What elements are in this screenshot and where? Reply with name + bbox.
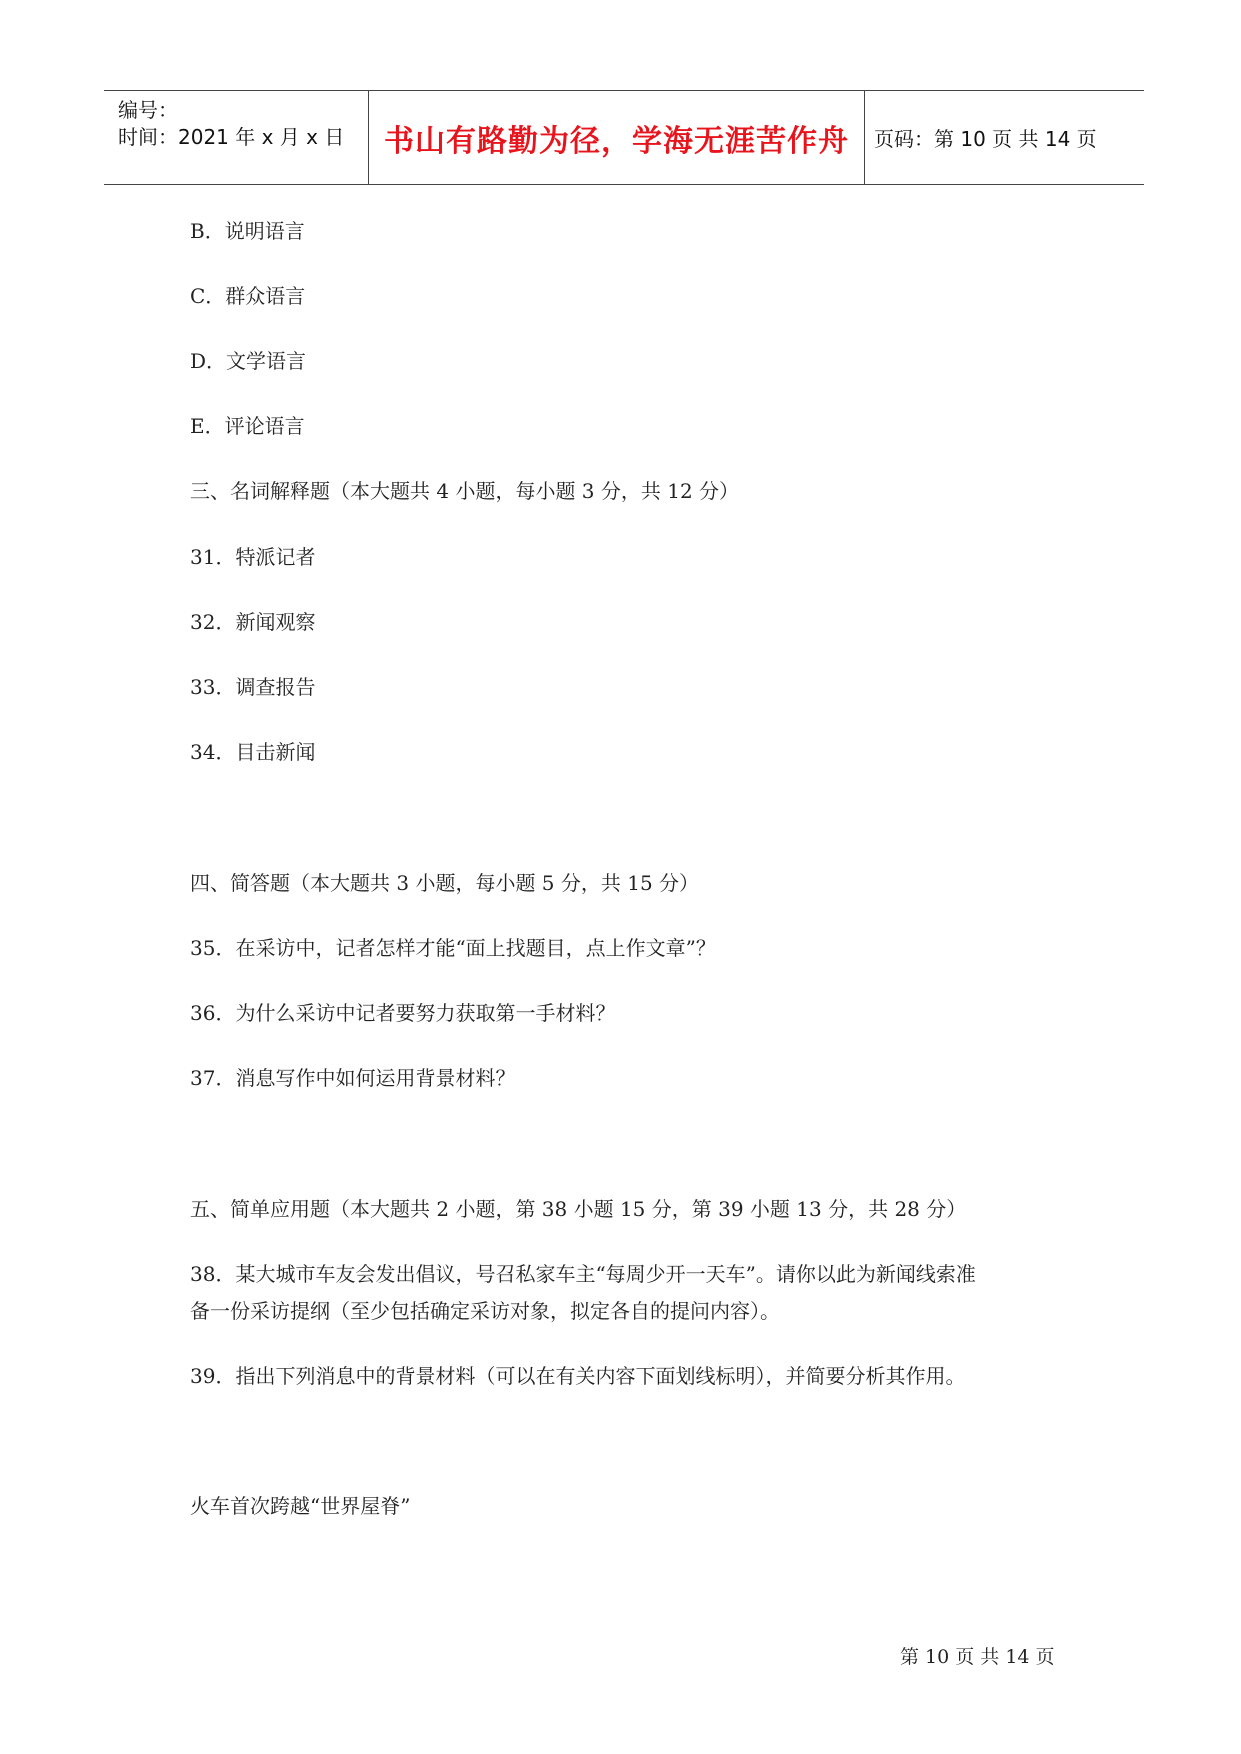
- question-37: 37．消息写作中如何运用背景材料？: [190, 1066, 516, 1090]
- question-39: 39．指出下列消息中的背景材料（可以在有关内容下面划线标明），并简要分析其作用。: [190, 1364, 966, 1388]
- question-34: 34．目击新闻: [190, 740, 316, 764]
- document-number-label: 编号：: [118, 98, 178, 122]
- question-32: 32．新闻观察: [190, 610, 316, 634]
- page-footer: 第 10 页 共 14 页: [900, 1646, 1055, 1668]
- question-38-line-1: 38．某大城市车友会发出倡议，号召私家车主“每周少开一天车”。请你以此为新闻线索准: [190, 1262, 976, 1286]
- header-motto: 书山有路勤为径，学海无涯苦作舟: [369, 91, 865, 184]
- news-headline: 火车首次跨越“世界屋脊”: [190, 1494, 411, 1518]
- question-31: 31．特派记者: [190, 545, 316, 569]
- section-5-heading: 五、简单应用题（本大题共 2 小题，第 38 小题 15 分，第 39 小题 13 分，共 28 分）: [190, 1197, 967, 1221]
- option-d: D．文学语言: [190, 349, 307, 373]
- option-b: B．说明语言: [190, 219, 305, 243]
- option-c: C．群众语言: [190, 284, 306, 308]
- section-4-heading: 四、简答题（本大题共 3 小题，每小题 5 分，共 15 分）: [190, 871, 700, 895]
- question-33: 33．调查报告: [190, 675, 316, 699]
- header-page-code: 页码：第 10 页 共 14 页: [874, 127, 1097, 151]
- question-36: 36．为什么采访中记者要努力获取第一手材料？: [190, 1001, 616, 1025]
- section-3-heading: 三、名词解释题（本大题共 4 小题，每小题 3 分，共 12 分）: [190, 479, 740, 503]
- question-35: 35．在采访中，记者怎样才能“面上找题目，点上作文章”？: [190, 936, 716, 960]
- question-38-line-2: 备一份采访提纲（至少包括确定采访对象，拟定各自的提问内容）。: [190, 1299, 780, 1323]
- document-time-label: 时间：2021 年 x 月 x 日: [118, 125, 345, 149]
- header-meta: [104, 91, 369, 184]
- option-e: E．评论语言: [190, 414, 305, 438]
- page-header: [104, 90, 1144, 185]
